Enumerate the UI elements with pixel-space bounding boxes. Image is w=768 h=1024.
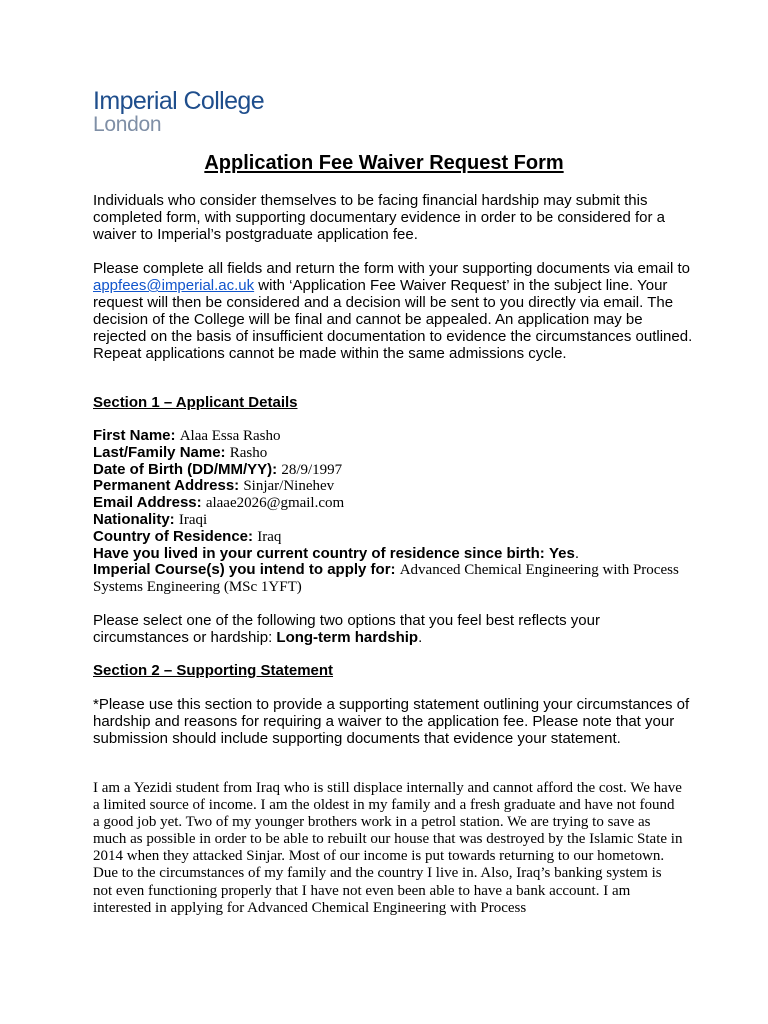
field-country-of-residence [93, 529, 693, 546]
field-label: Email Address: [93, 494, 202, 512]
applicant-details [93, 428, 693, 596]
field-date-of-birth [93, 462, 693, 479]
field-value: Iraqi [178, 511, 208, 528]
field-label: Country of Residence: [93, 527, 254, 545]
field-label: Imperial Course(s) you intend to apply for: [93, 561, 396, 579]
instructions-text-after: with ‘Application Fee Waiver Request’ in the subject line. Your request will then be considered and a decision will be sent to you directly via email. The decision of the College will be final and cannot be appealed. An application may be rejected on the basis of insufficient documentation to evidence the circumstances outlined. Repeat applications cannot be made within the same admissions cycle. [93, 277, 693, 362]
field-last-name [93, 445, 693, 462]
field-value: Advanced Chemical Engineering with Process Systems Engineering (MSc 1YFT) [93, 562, 679, 596]
appfees-email-link[interactable]: appfees@imperial.ac.uk [93, 277, 255, 294]
field-email-address [93, 495, 693, 512]
intro-paragraph: Individuals who consider themselves to be facing financial hardship may submit this completed form, with supporting documentary evidence in order to be considered for a waiver to Imperial’s postgraduate application fee. [93, 192, 665, 243]
section-2-heading: Section 2 – Supporting Statement [93, 662, 334, 679]
logo-line-2: London [93, 113, 162, 136]
logo-line-1: Imperial College [93, 87, 265, 115]
instructions-paragraph [93, 260, 693, 362]
field-label: First Name: [93, 427, 176, 444]
field-label: Permanent Address: [93, 477, 240, 495]
field-value: Iraq [257, 528, 282, 545]
field-imperial-course [93, 562, 693, 596]
field-permanent-address [93, 478, 693, 495]
field-value: Yes [548, 544, 575, 562]
field-value: 28/9/1997 [281, 461, 343, 478]
field-lived-since-birth: Have you lived in your current country of residence since birth: Yes. [93, 544, 579, 562]
instructions-text-before: Please complete all fields and return the form with your supporting documents via email to [93, 260, 690, 277]
hardship-selection: Please select one of the following two options that you feel best reflects your circumstances or hardship: Long-term hardship. [93, 612, 600, 646]
section-1-heading: Section 1 – Applicant Details [93, 394, 298, 411]
field-value: Alaa Essa Rasho [179, 428, 281, 444]
imperial-college-logo [93, 89, 264, 135]
hardship-choice: Long-term hardship [276, 629, 419, 646]
hardship-prompt: Please select one of the following two options that you feel best reflects your circumstances or hardship: [93, 612, 600, 646]
field-nationality [93, 512, 693, 529]
field-value: alaae2026@gmail.com [205, 495, 345, 512]
field-label: Nationality: [93, 510, 175, 528]
field-first-name [93, 428, 693, 445]
field-label: Date of Birth (DD/MM/YY): [93, 460, 278, 478]
field-value: Rasho [229, 444, 268, 461]
field-label: Have you lived in your current country of residence since birth: [93, 544, 545, 562]
section-2-note: *Please use this section to provide a supporting statement outlining your circumstances of hardship and reasons for requiring a waiver to the application fee. Please note that your submission should include supporting documents that evidence your statement. [93, 696, 690, 747]
supporting-statement: I am a Yezidi student from Iraq who is still displace internally and cannot afford the cost. We have a limited source of income. I am the oldest in my family and a fresh graduate and have not found a good job yet. Two of my younger brothers work in a petrol station. We are trying to save as much as possible in order to be able to rebuilt our house that was destroyed by the Islamic State in 2014 when they attacked Sinjar. Most of our income is put towards returning to our hometown. Due to the circumstances of my family and the country I live in. Also, Iraq’s banking system is not even functioning properly that I have not even been able to have a bank account. I am interested in applying for Advanced Chemical Engineering with Process [93, 780, 683, 916]
form-title: Application Fee Waiver Request Form [204, 152, 564, 174]
field-label: Last/Family Name: [93, 443, 226, 461]
field-value: Sinjar/Ninehev [243, 478, 335, 495]
